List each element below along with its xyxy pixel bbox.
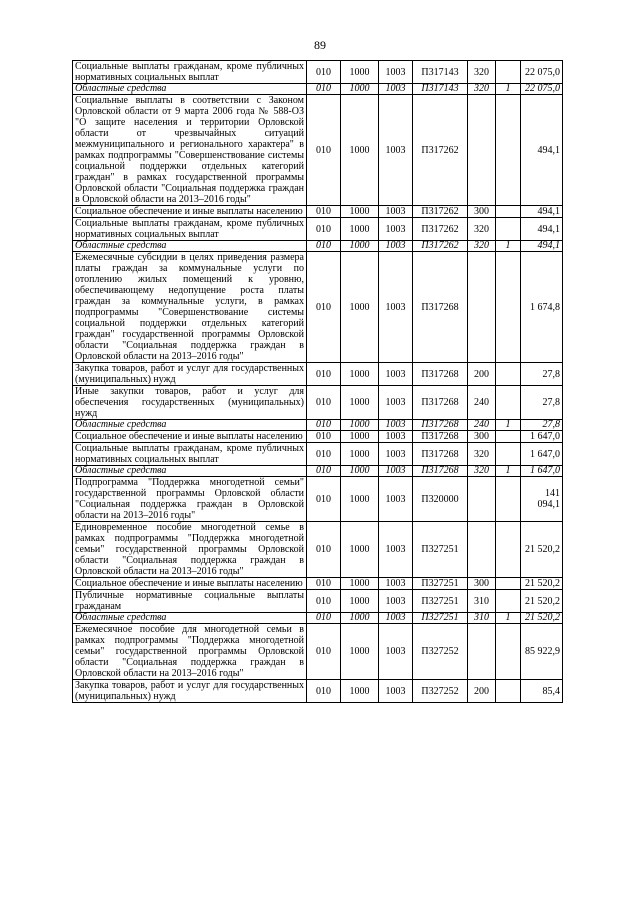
code-section: 1000 (341, 61, 379, 84)
row-description: Подпрограмма "Поддержка многодетной семьи" государственной программы Орловской области "Социальная поддержка граждан в Орловской области на 2013–2016 годы" (73, 477, 307, 522)
code-target-article: П317268 (413, 466, 468, 477)
code-subsection: 1003 (379, 420, 413, 431)
code-subsection: 1003 (379, 386, 413, 420)
table-row (73, 95, 563, 206)
code-expense-type: 320 (468, 443, 496, 466)
code-gr: 010 (307, 386, 341, 420)
code-expense-type: 320 (468, 241, 496, 252)
code-target-article: П317262 (413, 218, 468, 241)
code-subsection: 1003 (379, 522, 413, 578)
code-source (496, 386, 521, 420)
row-description: Социальные выплаты гражданам, кроме публичных нормативных социальных выплат (73, 218, 307, 241)
code-gr: 010 (307, 252, 341, 363)
code-source (496, 522, 521, 578)
row-description: Социальное обеспечение и иные выплаты населению (73, 431, 307, 443)
row-description: Областные средства (73, 84, 307, 95)
row-description: Областные средства (73, 613, 307, 624)
amount: 21 520,2 (521, 613, 563, 624)
table-row (73, 443, 563, 466)
code-subsection: 1003 (379, 613, 413, 624)
amount: 27,8 (521, 386, 563, 420)
budget-table (72, 60, 563, 703)
code-expense-type (468, 624, 496, 680)
amount: 1 647,0 (521, 443, 563, 466)
code-expense-type: 200 (468, 680, 496, 703)
code-gr: 010 (307, 477, 341, 522)
code-section: 1000 (341, 420, 379, 431)
code-target-article: П327251 (413, 522, 468, 578)
code-source: 1 (496, 420, 521, 431)
amount: 21 520,2 (521, 590, 563, 613)
row-description: Публичные нормативные социальные выплаты гражданам (73, 590, 307, 613)
code-gr: 010 (307, 61, 341, 84)
code-expense-type: 200 (468, 363, 496, 386)
code-expense-type: 300 (468, 206, 496, 218)
code-subsection: 1003 (379, 466, 413, 477)
code-section: 1000 (341, 578, 379, 590)
row-description: Иные закупки товаров, работ и услуг для обеспечения государственных (муниципальных) нужд (73, 386, 307, 420)
code-target-article: П327251 (413, 578, 468, 590)
code-section: 1000 (341, 680, 379, 703)
code-expense-type (468, 252, 496, 363)
amount: 141 094,1 (521, 477, 563, 522)
code-subsection: 1003 (379, 206, 413, 218)
table-row (73, 252, 563, 363)
table-row (73, 477, 563, 522)
amount: 22 075,0 (521, 61, 563, 84)
amount: 27,8 (521, 363, 563, 386)
code-gr: 010 (307, 363, 341, 386)
table-row (73, 61, 563, 84)
code-subsection: 1003 (379, 252, 413, 363)
row-description: Социальные выплаты гражданам, кроме публичных нормативных социальных выплат (73, 61, 307, 84)
row-description: Закупка товаров, работ и услуг для государственных (муниципальных) нужд (73, 680, 307, 703)
amount: 1 647,0 (521, 466, 563, 477)
code-target-article: П327252 (413, 624, 468, 680)
code-expense-type (468, 522, 496, 578)
table-row-regional-funds (73, 241, 563, 252)
code-section: 1000 (341, 386, 379, 420)
code-section: 1000 (341, 522, 379, 578)
row-description: Областные средства (73, 420, 307, 431)
code-section: 1000 (341, 443, 379, 466)
code-gr: 010 (307, 84, 341, 95)
table-row (73, 590, 563, 613)
code-target-article: П317262 (413, 95, 468, 206)
table-row (73, 386, 563, 420)
code-gr: 010 (307, 443, 341, 466)
code-gr: 010 (307, 241, 341, 252)
amount: 1 674,8 (521, 252, 563, 363)
code-gr: 010 (307, 624, 341, 680)
code-source: 1 (496, 241, 521, 252)
code-target-article: П317143 (413, 61, 468, 84)
table-row (73, 363, 563, 386)
code-source: 1 (496, 466, 521, 477)
code-subsection: 1003 (379, 624, 413, 680)
code-gr: 010 (307, 578, 341, 590)
code-subsection: 1003 (379, 61, 413, 84)
table-row (73, 431, 563, 443)
code-gr: 010 (307, 420, 341, 431)
code-subsection: 1003 (379, 477, 413, 522)
code-target-article: П327251 (413, 613, 468, 624)
code-subsection: 1003 (379, 443, 413, 466)
row-description: Социальное обеспечение и иные выплаты населению (73, 578, 307, 590)
code-source (496, 443, 521, 466)
code-gr: 010 (307, 466, 341, 477)
code-expense-type (468, 477, 496, 522)
code-source (496, 252, 521, 363)
code-section: 1000 (341, 84, 379, 95)
code-expense-type: 310 (468, 613, 496, 624)
code-target-article: П317268 (413, 363, 468, 386)
code-section: 1000 (341, 252, 379, 363)
code-source (496, 363, 521, 386)
table-row (73, 624, 563, 680)
code-subsection: 1003 (379, 95, 413, 206)
amount: 27,8 (521, 420, 563, 431)
code-gr: 010 (307, 95, 341, 206)
code-target-article: П317268 (413, 443, 468, 466)
amount: 21 520,2 (521, 578, 563, 590)
amount: 1 647,0 (521, 431, 563, 443)
code-section: 1000 (341, 466, 379, 477)
code-expense-type (468, 95, 496, 206)
code-subsection: 1003 (379, 590, 413, 613)
code-subsection: 1003 (379, 84, 413, 95)
amount: 494,1 (521, 241, 563, 252)
code-gr: 010 (307, 218, 341, 241)
row-description: Закупка товаров, работ и услуг для государственных (муниципальных) нужд (73, 363, 307, 386)
amount: 494,1 (521, 95, 563, 206)
amount: 494,1 (521, 206, 563, 218)
code-gr: 010 (307, 590, 341, 613)
code-section: 1000 (341, 613, 379, 624)
table-row (73, 218, 563, 241)
amount: 85,4 (521, 680, 563, 703)
code-source (496, 218, 521, 241)
code-source: 1 (496, 613, 521, 624)
code-expense-type: 240 (468, 386, 496, 420)
code-target-article: П320000 (413, 477, 468, 522)
code-target-article: П317268 (413, 386, 468, 420)
code-source (496, 590, 521, 613)
code-expense-type: 300 (468, 578, 496, 590)
code-gr: 010 (307, 206, 341, 218)
row-description: Единовременное пособие многодетной семье в рамках подпрограммы "Поддержка многодетной семьи" государственной программы Орловской области "Социальная поддержка граждан в Орловской области на 2013–2016 годы" (73, 522, 307, 578)
code-source (496, 431, 521, 443)
code-section: 1000 (341, 431, 379, 443)
row-description: Социальные выплаты в соответствии с Законом Орловской области от 9 марта 2006 года № 588-ОЗ "О защите населения и территории Орловской области от чрезвычайных ситуаций межмуниципального и регионального характера" в рамках подпрограммы "Совершенствование системы социальной поддержки отдельных категорий граждан" в рамках государственной программы Орловской области "Социальная поддержка граждан в Орловской области на 2013–2016 годы" (73, 95, 307, 206)
code-subsection: 1003 (379, 363, 413, 386)
table-row-regional-funds (73, 466, 563, 477)
table-row (73, 522, 563, 578)
code-source (496, 95, 521, 206)
code-source (496, 61, 521, 84)
code-expense-type: 320 (468, 466, 496, 477)
code-target-article: П327252 (413, 680, 468, 703)
code-target-article: П317143 (413, 84, 468, 95)
amount: 494,1 (521, 218, 563, 241)
table-row-regional-funds (73, 84, 563, 95)
code-subsection: 1003 (379, 431, 413, 443)
code-source (496, 680, 521, 703)
code-expense-type: 240 (468, 420, 496, 431)
code-target-article: П317262 (413, 241, 468, 252)
code-source: 1 (496, 84, 521, 95)
code-target-article: П317268 (413, 431, 468, 443)
code-expense-type: 320 (468, 61, 496, 84)
code-section: 1000 (341, 241, 379, 252)
table-row-regional-funds (73, 420, 563, 431)
code-target-article: П317262 (413, 206, 468, 218)
code-section: 1000 (341, 363, 379, 386)
code-subsection: 1003 (379, 241, 413, 252)
table-row (73, 578, 563, 590)
code-gr: 010 (307, 431, 341, 443)
code-section: 1000 (341, 218, 379, 241)
code-target-article: П317268 (413, 420, 468, 431)
code-expense-type: 320 (468, 84, 496, 95)
row-description: Областные средства (73, 241, 307, 252)
row-description: Ежемесячное пособие для многодетной семьи в рамках подпрограммы "Поддержка многодетной семьи" государственной программы Орловской области "Социальная поддержка граждан в Орловской области на 2013–2016 годы" (73, 624, 307, 680)
code-subsection: 1003 (379, 578, 413, 590)
table-row (73, 680, 563, 703)
code-expense-type: 300 (468, 431, 496, 443)
amount: 21 520,2 (521, 522, 563, 578)
code-source (496, 206, 521, 218)
row-description: Социальные выплаты гражданам, кроме публичных нормативных социальных выплат (73, 443, 307, 466)
code-section: 1000 (341, 477, 379, 522)
amount: 85 922,9 (521, 624, 563, 680)
code-subsection: 1003 (379, 218, 413, 241)
row-description: Ежемесячные субсидии в целях приведения размера платы граждан за коммунальные услуги по отоплению жилых помещений к уровню, обеспечивающему недопущение роста платы граждан за коммунальные услуги, в рамках подпрограммы "Совершенствование системы социальной поддержки отдельных категорий граждан" государственной программы Орловской области "Социальная поддержка граждан в Орловской области на 2013–2016 годы" (73, 252, 307, 363)
code-expense-type: 310 (468, 590, 496, 613)
code-section: 1000 (341, 206, 379, 218)
page-number: 89 (314, 38, 326, 52)
code-source (496, 624, 521, 680)
code-target-article: П317268 (413, 252, 468, 363)
row-description: Областные средства (73, 466, 307, 477)
code-section: 1000 (341, 590, 379, 613)
code-expense-type: 320 (468, 218, 496, 241)
code-target-article: П327251 (413, 590, 468, 613)
code-source (496, 578, 521, 590)
code-gr: 010 (307, 680, 341, 703)
row-description: Социальное обеспечение и иные выплаты населению (73, 206, 307, 218)
table-row-regional-funds (73, 613, 563, 624)
code-gr: 010 (307, 613, 341, 624)
code-source (496, 477, 521, 522)
code-section: 1000 (341, 624, 379, 680)
amount: 22 075,0 (521, 84, 563, 95)
code-section: 1000 (341, 95, 379, 206)
table-row (73, 206, 563, 218)
code-gr: 010 (307, 522, 341, 578)
code-subsection: 1003 (379, 680, 413, 703)
